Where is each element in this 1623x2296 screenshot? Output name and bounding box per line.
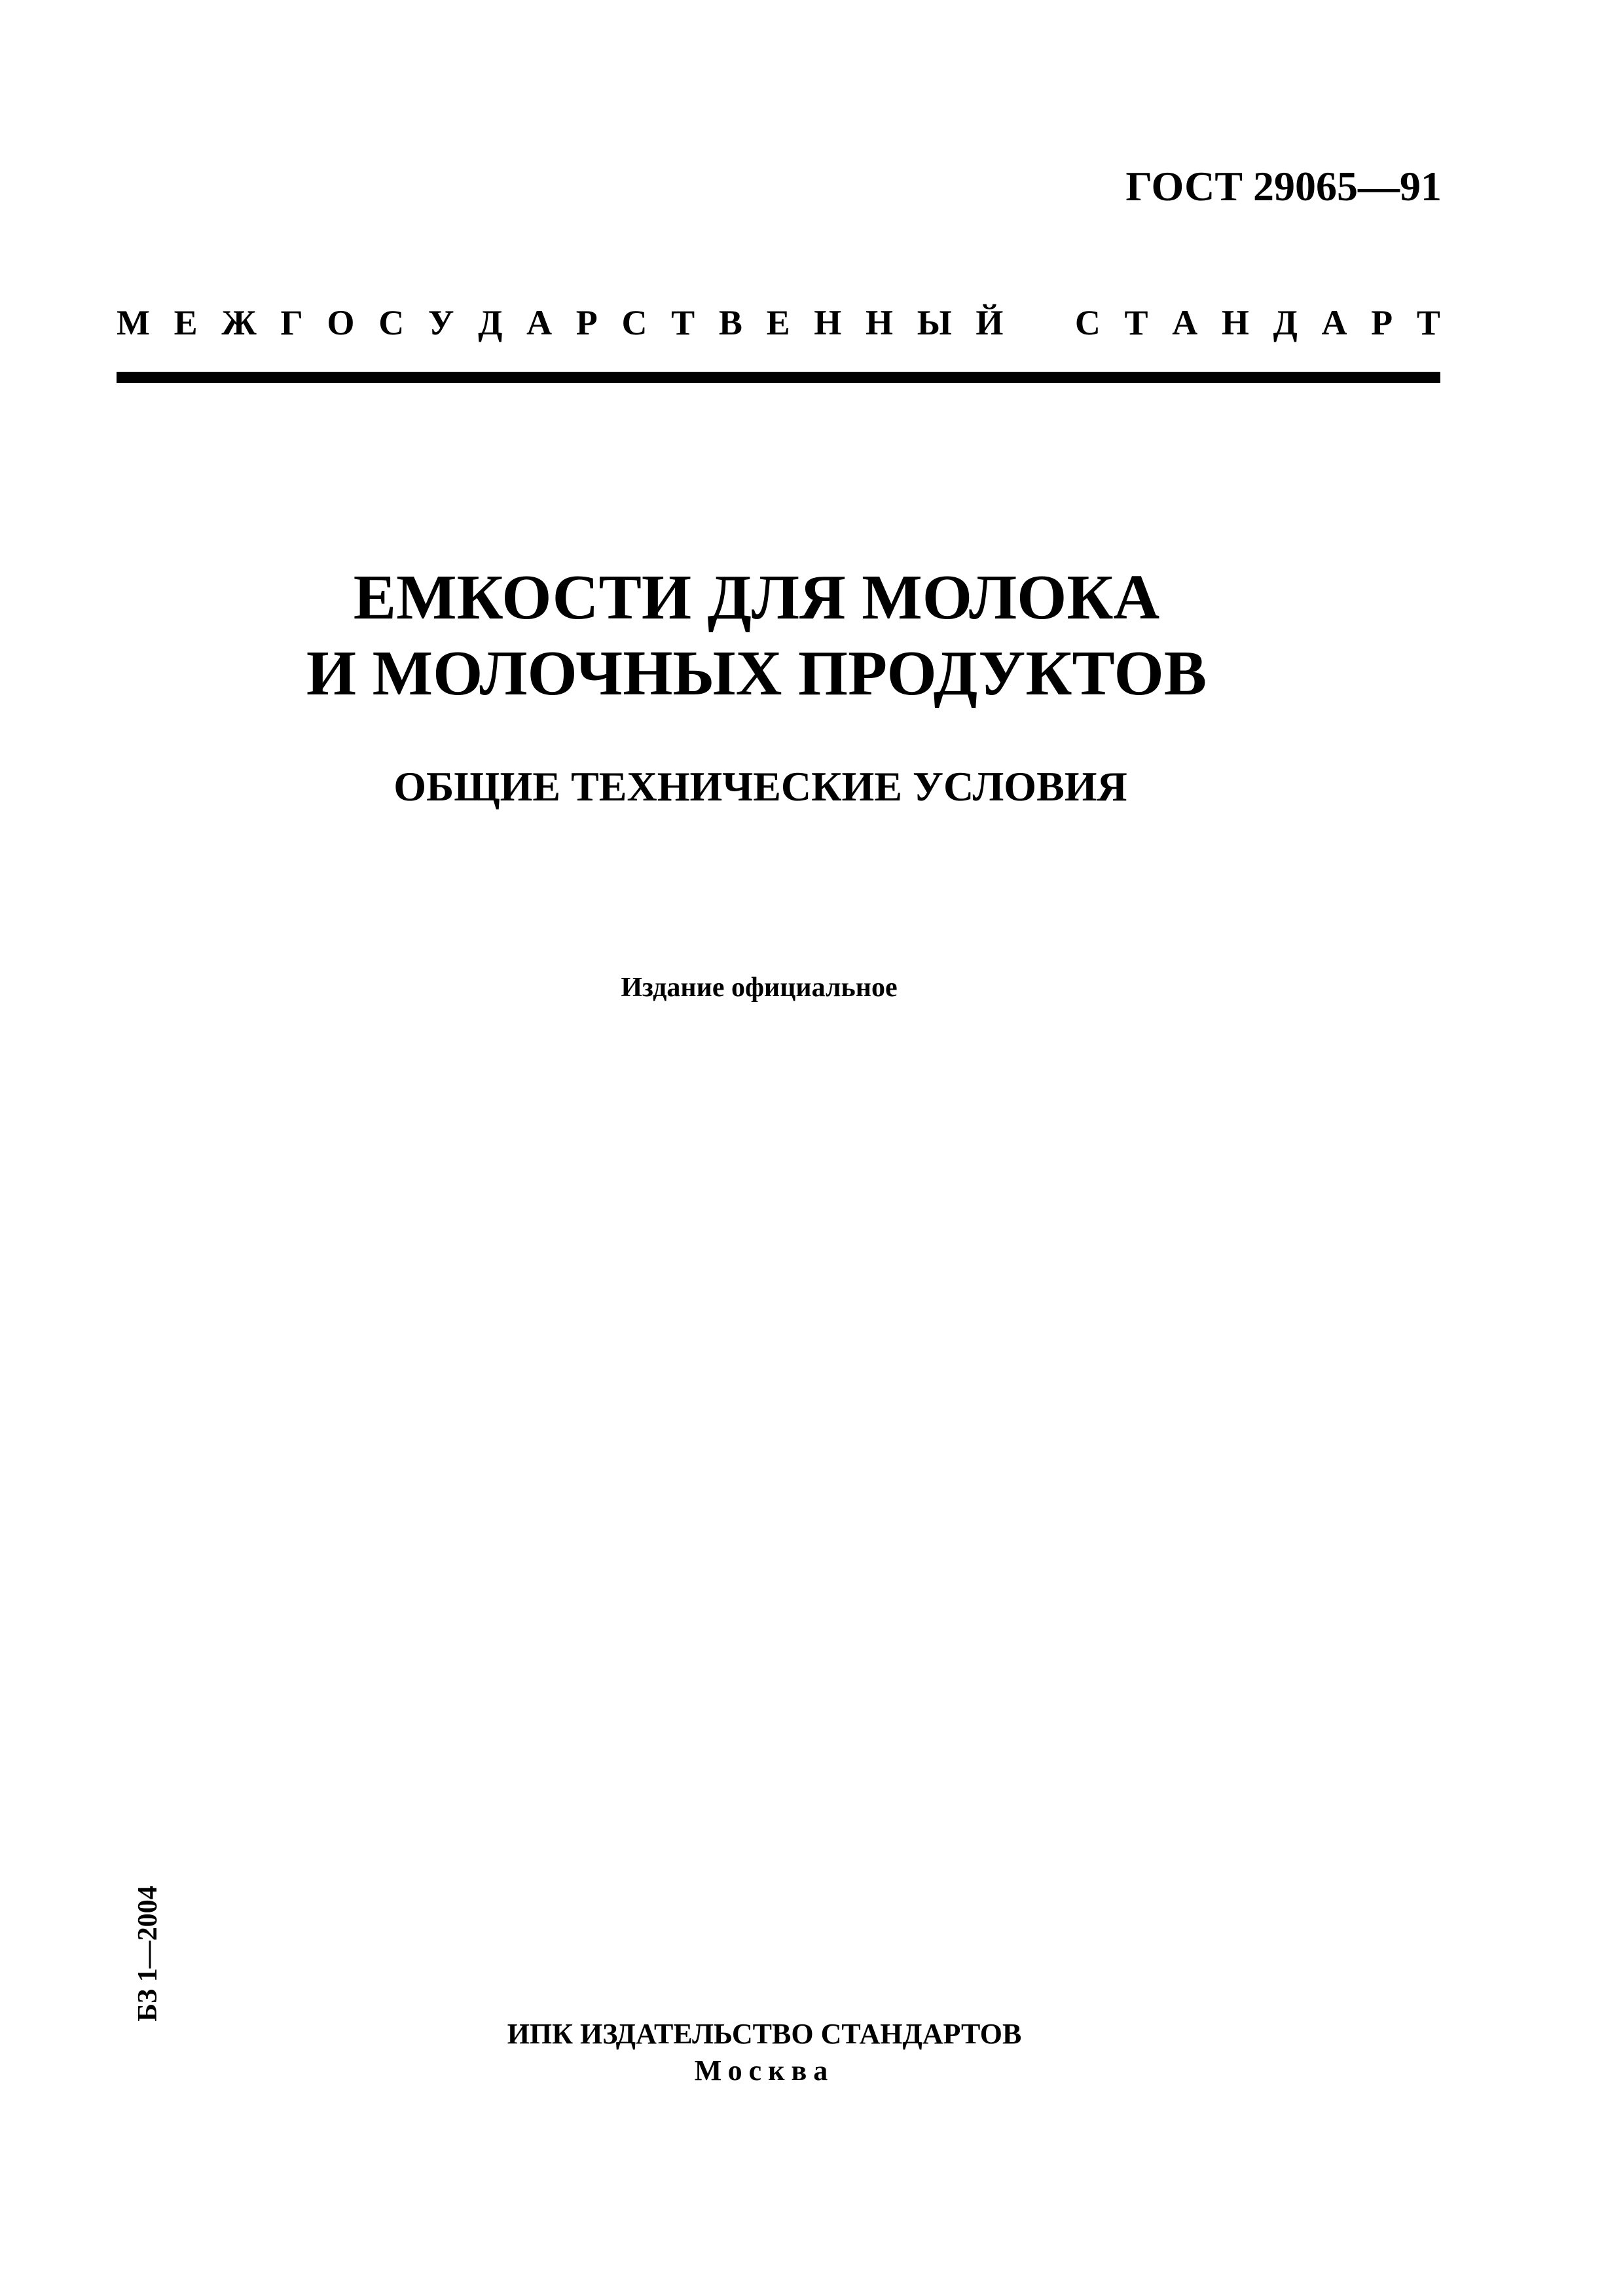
banner-letter: Н bbox=[814, 303, 842, 342]
banner-letter: Е bbox=[766, 303, 790, 342]
banner-letter: А bbox=[1172, 303, 1198, 342]
edition-text: Издание официальное bbox=[621, 973, 898, 1003]
banner-letter: М bbox=[117, 303, 150, 342]
banner-letter: Р bbox=[1371, 303, 1393, 342]
subtitle-text: ОБЩИЕ ТЕХНИЧЕСКИЕ УСЛОВИЯ bbox=[393, 763, 1127, 810]
banner-letter: Г bbox=[280, 303, 303, 342]
document-subtitle bbox=[0, 762, 1623, 811]
publisher-city: Москва bbox=[694, 2054, 835, 2087]
banner-word-gap bbox=[1027, 302, 1051, 343]
title-line-1: ЕМКОСТИ ДЛЯ МОЛОКА bbox=[353, 562, 1160, 633]
banner-letter: С bbox=[621, 303, 647, 342]
banner-letter: Т bbox=[671, 303, 695, 342]
banner-letter: А bbox=[526, 303, 553, 342]
banner-letter: Ж bbox=[221, 303, 257, 342]
banner-letter: Ы bbox=[917, 303, 952, 342]
document-title bbox=[0, 560, 1623, 711]
banner-rule bbox=[117, 372, 1440, 383]
standard-banner bbox=[117, 302, 1440, 343]
banner-letter: С bbox=[1074, 303, 1101, 342]
banner-letter: Н bbox=[866, 303, 894, 342]
banner-letter: О bbox=[327, 303, 355, 342]
banner-letter: Р bbox=[575, 303, 598, 342]
banner-letter: Т bbox=[1416, 303, 1440, 342]
title-line-2: И МОЛОЧНЫХ ПРОДУКТОВ bbox=[306, 638, 1207, 709]
banner-letter: Й bbox=[976, 303, 1004, 342]
edition-note bbox=[0, 972, 1623, 1003]
banner-letter: Д bbox=[1273, 303, 1298, 342]
banner-letter: В bbox=[718, 303, 742, 342]
side-code: БЗ 1—2004 bbox=[133, 1886, 163, 2022]
banner-letter: Н bbox=[1221, 303, 1249, 342]
banner-letter: Е bbox=[173, 303, 198, 342]
banner-letter: А bbox=[1321, 303, 1347, 342]
banner-letter: Д bbox=[478, 303, 503, 342]
banner-letter: Т bbox=[1124, 303, 1148, 342]
banner-letter: У bbox=[428, 303, 454, 342]
publisher-block bbox=[0, 2016, 1623, 2089]
publisher-name: ИПК ИЗДАТЕЛЬСТВО СТАНДАРТОВ bbox=[507, 2018, 1022, 2050]
banner-letter: С bbox=[378, 303, 405, 342]
document-code: ГОСТ 29065—91 bbox=[1125, 163, 1442, 209]
